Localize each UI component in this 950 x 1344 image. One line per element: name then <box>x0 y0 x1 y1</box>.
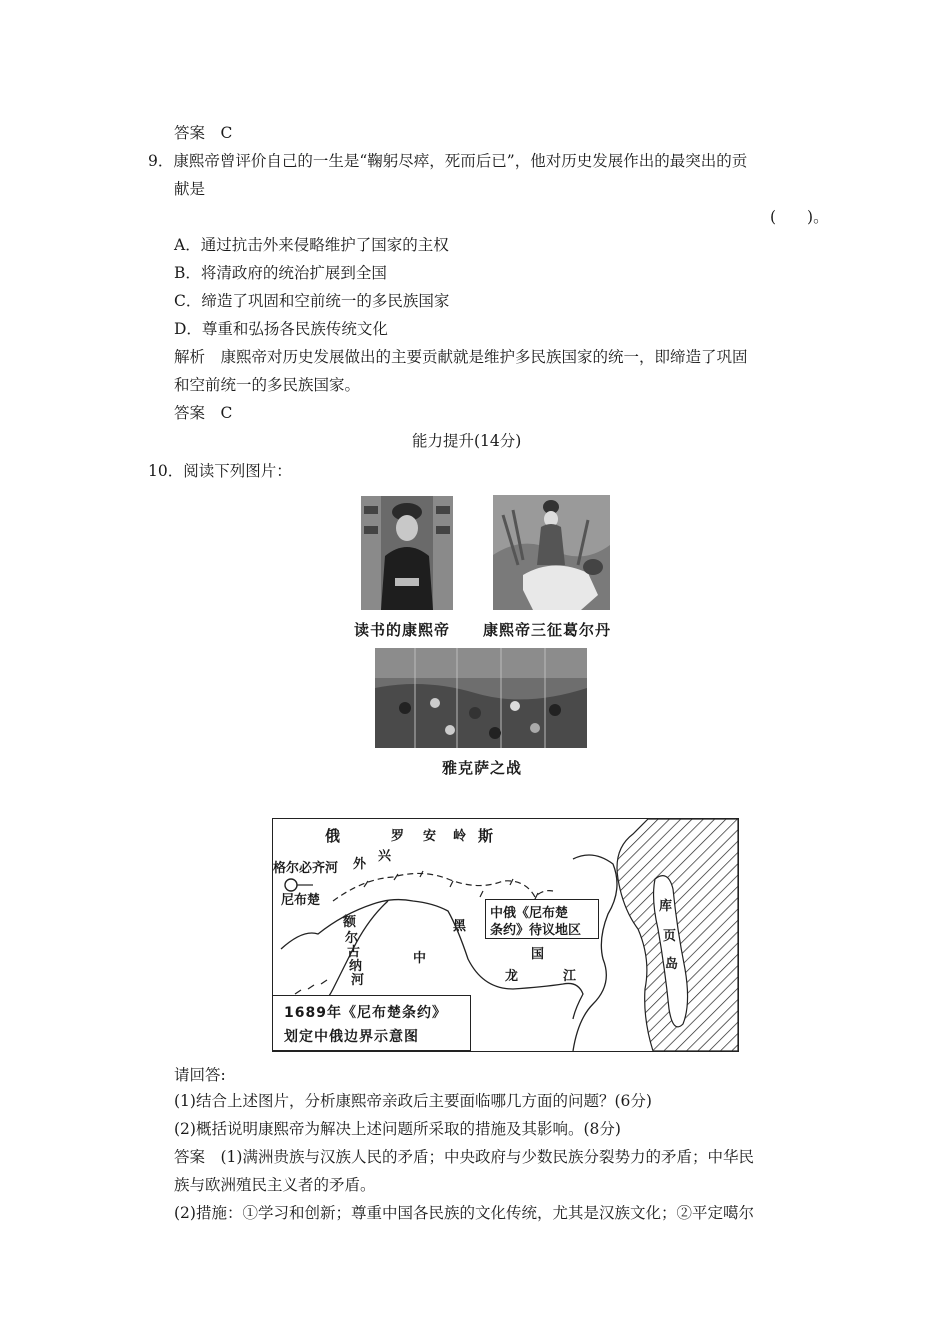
map-label-e: 俄 <box>325 827 341 845</box>
question-9-line2: 献是 <box>174 180 206 198</box>
photo-kangxi-campaign <box>493 495 610 610</box>
map-label-e1: 额 <box>343 915 357 930</box>
map-label-ye: 页 <box>663 929 677 944</box>
option-d: D．尊重和弘扬各民族传统文化 <box>174 320 388 338</box>
question-9-line1: 9．康熙帝曾评价自己的一生是“鞠躬尽瘁，死而后已”，他对历史发展作出的最突出的贡 <box>148 152 748 170</box>
map-label-zhong: 中 <box>413 951 427 966</box>
map-label-e4: 纳 <box>349 959 363 974</box>
question-10: 10．阅读下列图片： <box>148 462 292 480</box>
analysis-line1: 解析 康熙帝对历史发展做出的主要贡献就是维护多民族国家的统一，即缔造了巩固 <box>174 348 748 366</box>
map-label-nbc: 尼布楚 <box>281 893 321 908</box>
map-label-ku: 库 <box>659 899 673 914</box>
map-label-xing: 兴 <box>378 849 392 864</box>
caption-yaksa-battle: 雅克萨之战 <box>442 759 523 777</box>
map-title-line2: 划定中俄边界示意图 <box>284 1029 419 1045</box>
answer-paren: ( )。 <box>770 208 829 226</box>
pending-label-line2: 条约》待议地区 <box>490 923 582 938</box>
map-label-guo: 国 <box>531 947 545 962</box>
map-label-wai: 外 <box>353 857 367 872</box>
map-label-an: 安 <box>423 829 437 844</box>
answer-q10-line2: 族与欧洲殖民主义者的矛盾。 <box>174 1176 376 1194</box>
map-label-hei: 黑 <box>453 919 467 934</box>
answer-q10-line3: (2)措施：①学习和创新；尊重中国各民族的文化传统，尤其是汉族文化；②平定噶尔 <box>174 1204 754 1222</box>
option-b: B．将清政府的统治扩展到全国 <box>174 264 387 282</box>
map-label-luo: 罗 <box>391 829 405 844</box>
map-label-ling: 岭 <box>453 829 467 844</box>
map-title-line1: 1689年《尼布楚条约》 <box>284 1005 447 1021</box>
map-label-dao: 岛 <box>665 957 679 972</box>
sub-question-1: (1)结合上述图片，分析康熙帝亲政后主要面临哪几方面的问题？(6分) <box>174 1092 652 1110</box>
answer-q10-line1: 答案 (1)满洲贵族与汉族人民的矛盾；中央政府与少数民族分裂势力的矛盾；中华民 <box>174 1148 754 1166</box>
answer-q8: 答案 C <box>174 124 233 142</box>
map-label-jiang: 江 <box>563 969 577 984</box>
map-label-e2: 尔 <box>345 931 359 946</box>
map-label-si: 斯 <box>478 827 494 845</box>
sub-question-2: (2)概括说明康熙帝为解决上述问题所采取的措施及其影响。(8分) <box>174 1120 621 1138</box>
map-label-e5: 河 <box>351 973 365 988</box>
pending-label-line1: 中俄《尼布楚 <box>490 906 569 921</box>
caption-reading-kangxi: 读书的康熙帝 <box>354 621 451 639</box>
map-label-long: 龙 <box>505 969 519 984</box>
map-title-box <box>272 995 471 1051</box>
nerchinsk-treaty-map <box>272 818 739 1052</box>
pending-area-box <box>485 899 599 939</box>
section-title: 能力提升(14分) <box>412 432 522 450</box>
map-label-e3: 古 <box>347 945 361 960</box>
photo-reading-kangxi <box>361 496 453 610</box>
photo-yaksa-battle <box>375 648 587 748</box>
answer-q9: 答案 C <box>174 404 233 422</box>
caption-kangxi-campaign: 康熙帝三征葛尔丹 <box>483 621 612 639</box>
analysis-line2: 和空前统一的多民族国家。 <box>174 376 361 394</box>
please-answer: 请回答: <box>174 1066 226 1084</box>
map-label-geer: 格尔必齐河 <box>273 861 339 876</box>
option-c: C．缔造了巩固和空前统一的多民族国家 <box>174 292 450 310</box>
option-a: A．通过抗击外来侵略维护了国家的主权 <box>174 236 449 254</box>
